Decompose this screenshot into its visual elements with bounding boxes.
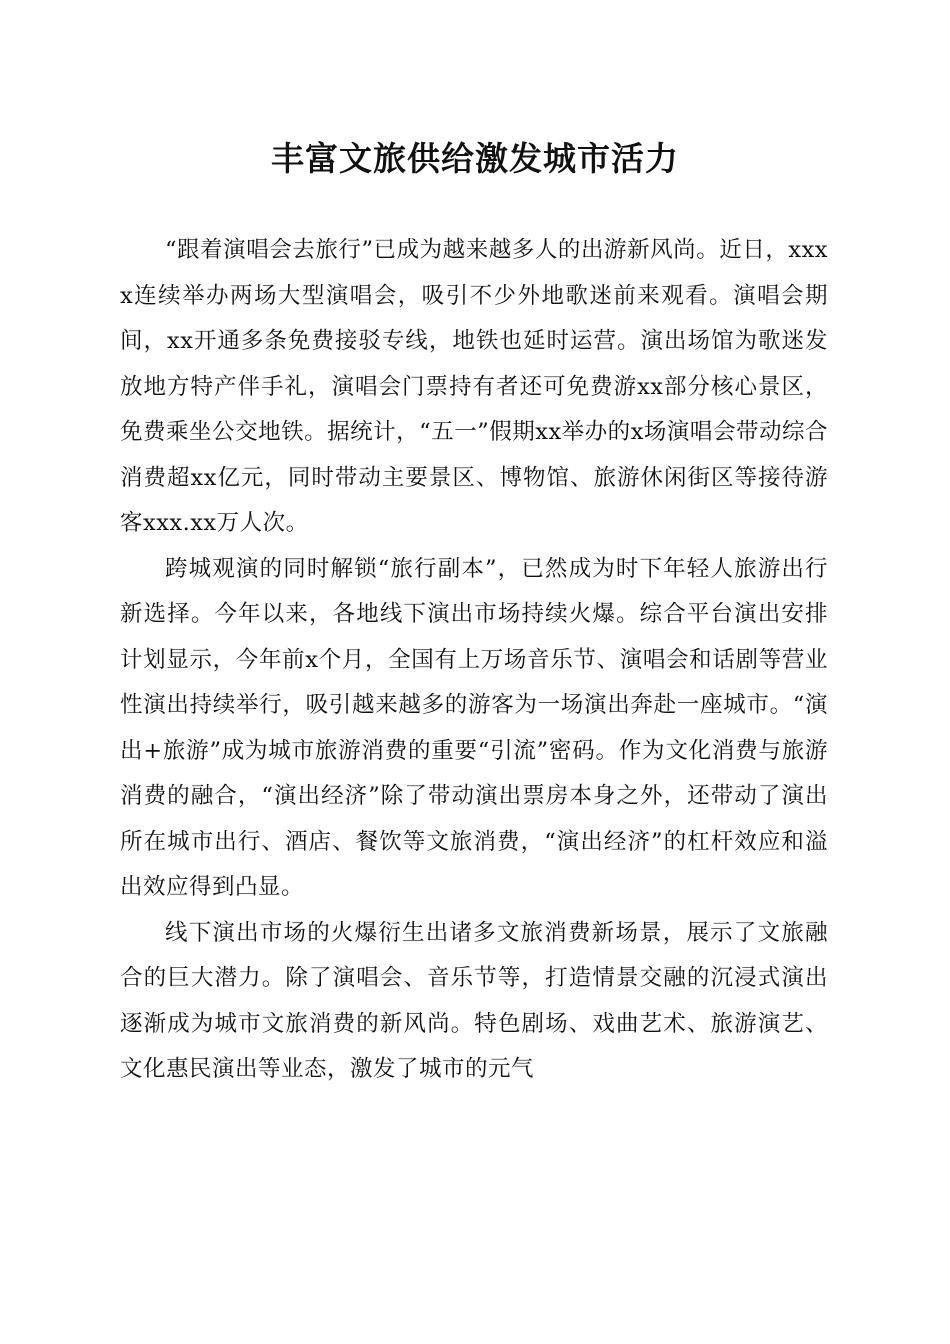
page-title: 丰富文旅供给激发城市活力 xyxy=(271,139,679,178)
paragraph-2: 跨城观演的同时解锁“旅行副本”，已然成为时下年轻人旅游出行新选择。今年以来，各地线下演出市场持续火爆。综合平台演出安排计划显示，今年前x个月，全国有上万场音乐节、演唱会和话剧等营业性演出持续举行，吸引越来越多的游客为一场演出奔赴一座城市。“演出+旅游”成为城市旅游消费的重要“引流”密码。作为文化消费与旅游消费的融合，“演出经济”除了带动演出票房本身之外，还带动了演出所在城市出行、酒店、餐饮等文旅消费，“演出经济”的杠杆效应和溢出效应得到凸显。 xyxy=(120,555,828,900)
paragraph-1: “跟着演唱会去旅行”已成为越来越多人的出游新风尚。近日，xxxx连续举办两场大型演唱会，吸引不少外地歌迷前来观看。演唱会期间，xx开通多条免费接驳专线，地铁也延时运营。演出场馆为歌迷发放地方特产伴手礼，演唱会门票持有者还可免费游xx部分核心景区，免费乘坐公交地铁。据统计，“五一”假期xx举办的x场演唱会带动综合消费超xx亿元，同时带动主要景区、博物馆、旅游休闲街区等接待游客xxx.xx万人次。 xyxy=(120,237,828,536)
article-body xyxy=(120,228,828,1093)
paragraph-3: 线下演出市场的火爆衍生出诸多文旅消费新场景，展示了文旅融合的巨大潜力。除了演唱会、音乐节等，打造情景交融的沉浸式演出逐渐成为城市文旅消费的新风尚。特色剧场、戏曲艺术、旅游演艺、文化惠民演出等业态，激发了城市的元气 xyxy=(120,919,828,1082)
